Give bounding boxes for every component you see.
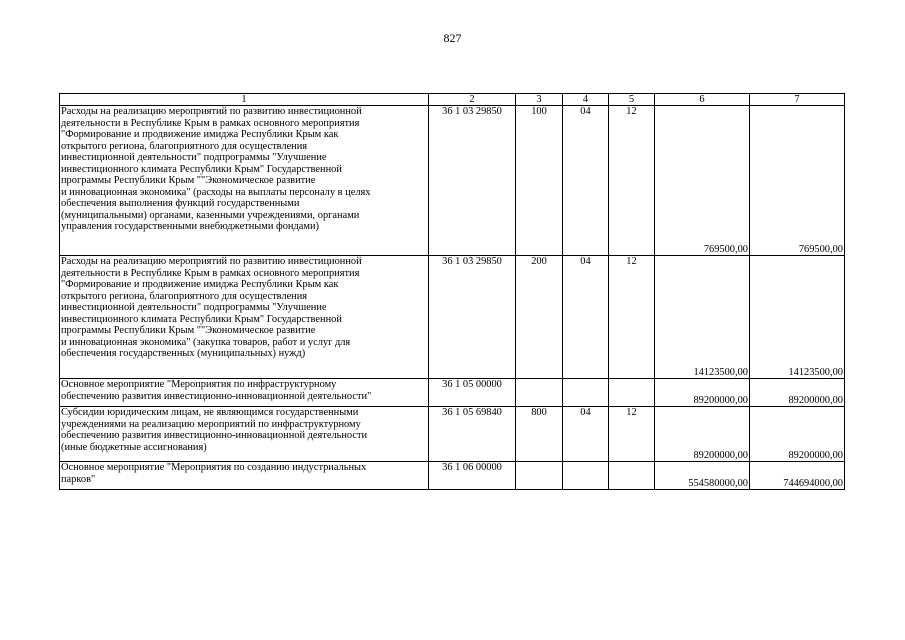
row-amount-year-1: 89200000,00 [655,379,750,407]
row-description: Расходы на реализацию мероприятий по развитию инвестиционной деятельности в Республике Крым в рамках основного мероприятия "Формирование и продвижение имиджа Республики Крым как открытого региона, благоприятного для осуществления инвестиционной деятельности" подпрограммы "Улучшение инвестиционного климата Республики Крым" Государственной программы Республики Крым ""Экономическое развитие и инновационная экономика" (закупка товаров, работ и услуг для обеспечения государственных (муниципальных) нужд) [60,256,429,379]
row-code: 36 1 06 00000 [429,462,516,490]
row-section: 04 [563,407,609,462]
row-description: Основное мероприятие "Мероприятия по созданию индустриальных парков" [60,462,429,490]
row-section [563,462,609,490]
row-subsection: 12 [609,407,655,462]
row-amount-year-1: 14123500,00 [655,256,750,379]
row-subsection: 12 [609,106,655,256]
row-code: 36 1 03 29850 [429,106,516,256]
column-header: 6 [655,94,750,106]
row-section [563,379,609,407]
row-amount-year-2: 744694000,00 [750,462,845,490]
row-amount-year-1: 769500,00 [655,106,750,256]
row-expense-type [516,462,563,490]
table-row [60,462,845,490]
row-amount-year-1: 89200000,00 [655,407,750,462]
row-expense-type: 800 [516,407,563,462]
row-amount-year-1: 554580000,00 [655,462,750,490]
column-header: 2 [429,94,516,106]
row-description: Субсидии юридическим лицам, не являющимся государственными учреждениями на реализацию мероприятий по инфраструктурному обеспечению развития инвестиционно-инновационной деятельности (иные бюджетные ассигнования) [60,407,429,462]
table-row [60,379,845,407]
budget-table [59,93,845,490]
row-amount-year-2: 14123500,00 [750,256,845,379]
row-code: 36 1 05 00000 [429,379,516,407]
column-header: 4 [563,94,609,106]
row-expense-type: 100 [516,106,563,256]
row-expense-type: 200 [516,256,563,379]
row-amount-year-2: 89200000,00 [750,407,845,462]
table-row [60,407,845,462]
row-section: 04 [563,256,609,379]
row-description: Расходы на реализацию мероприятий по развитию инвестиционной деятельности в Республике Крым в рамках основного мероприятия "Формирование и продвижение имиджа Республики Крым как открытого региона, благоприятного для осуществления инвестиционной деятельности" подпрограммы "Улучшение инвестиционного климата Республики Крым" Государственной программы Республики Крым ""Экономическое развитие и инновационная экономика" (расходы на выплаты персоналу в целях обеспечения выполнения функций государственными (муниципальными) органами, казенными учреждениями, органами управления государственными внебюджетными фондами) [60,106,429,256]
row-section: 04 [563,106,609,256]
column-header: 7 [750,94,845,106]
table-header-row [60,94,845,106]
page-number: 827 [443,31,462,45]
row-amount-year-2: 769500,00 [750,106,845,256]
column-header: 5 [609,94,655,106]
column-header: 1 [60,94,429,106]
row-subsection [609,462,655,490]
row-code: 36 1 05 69840 [429,407,516,462]
table-row [60,106,845,256]
table-row [60,256,845,379]
row-expense-type [516,379,563,407]
row-amount-year-2: 89200000,00 [750,379,845,407]
row-description: Основное мероприятие "Мероприятия по инфраструктурному обеспечению развития инвестиционно-инновационной деятельности" [60,379,429,407]
row-subsection [609,379,655,407]
row-code: 36 1 03 29850 [429,256,516,379]
row-subsection: 12 [609,256,655,379]
column-header: 3 [516,94,563,106]
